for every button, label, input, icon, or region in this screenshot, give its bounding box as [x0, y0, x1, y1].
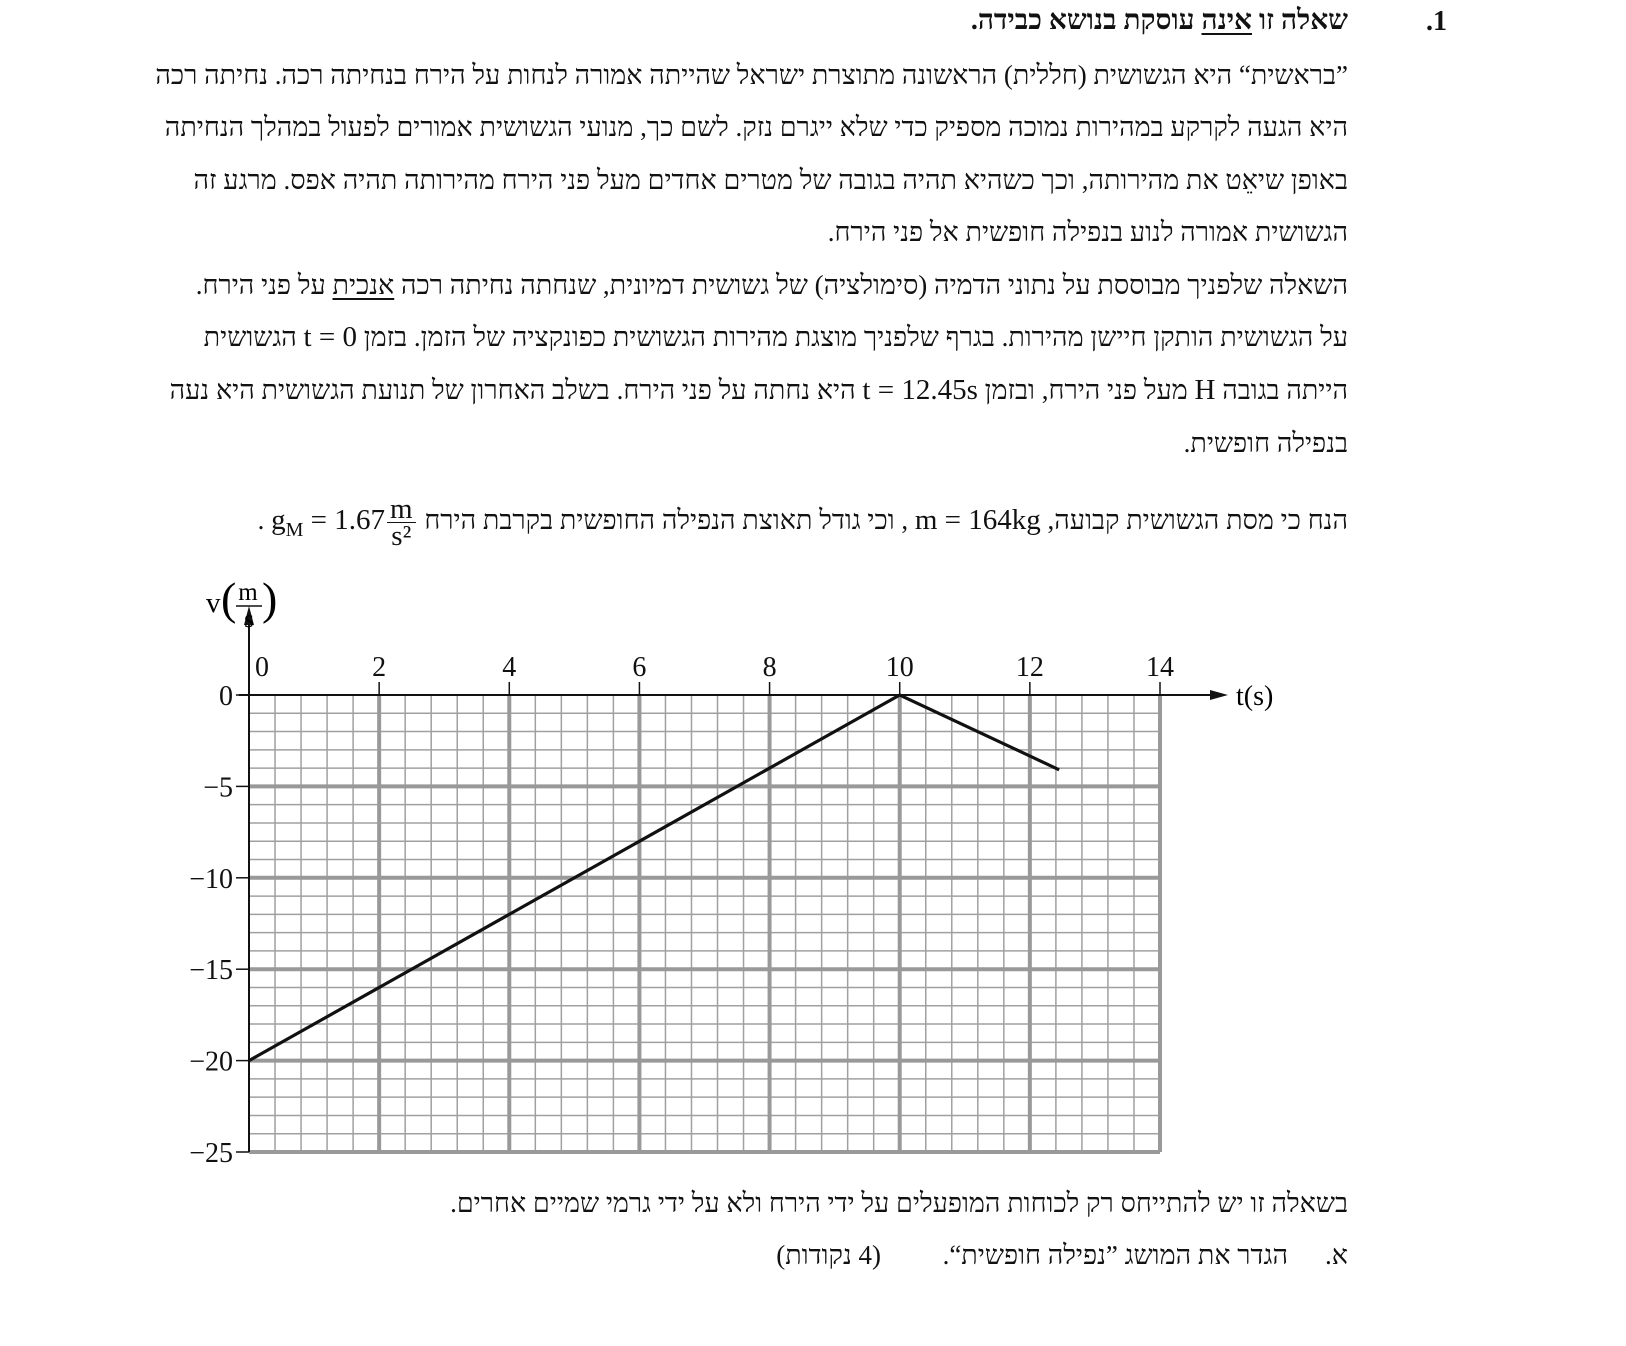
g-unit-den: s² — [391, 520, 412, 552]
text: היא נחתה על פני הירח. בשלב האחרון של תנועת הגשושית היא נעה — [169, 375, 863, 405]
y-axis-label-paren-close: ) — [262, 573, 278, 624]
part-a-points: (4 נקודות) — [776, 1240, 881, 1270]
paragraph-line: ”בראשית“ היא הגשושית (חללית) הראשונה מתוצרת ישראל שהייתה אמורה לנחות על הירח בנחיתה רכה. נחיתה רכה — [155, 60, 1348, 90]
paragraph-line: בנפילה חופשית. — [1183, 428, 1348, 458]
title-underlined: אינה — [1201, 5, 1253, 36]
g-symbol: g — [271, 504, 286, 537]
title-text-end: עוסקת בנושא כבידה. — [970, 5, 1202, 36]
question-number: .1 — [1426, 6, 1447, 37]
y-tick-label: −15 — [189, 955, 233, 987]
grid-major — [249, 695, 1160, 1152]
x-tick-label: 6 — [632, 652, 647, 683]
axis-labels — [206, 573, 1273, 712]
g-subscript: M — [285, 518, 304, 541]
y-axis-label-var: v — [206, 587, 221, 619]
x-tick-label: 12 — [1015, 652, 1044, 683]
text: על הגשושית הותקן חיישן מהירות. בגרף שלפניך מוצגת מהירות הגשושית כפונקציה של הזמן. בזמן — [356, 322, 1348, 352]
y-axis-label-unit-den: s — [244, 606, 254, 633]
x-tick-label: 10 — [885, 652, 914, 683]
x-axis-arrow-icon — [1210, 690, 1228, 700]
x-axis-label: t(s) — [1236, 681, 1274, 712]
text: על פני הירח. — [195, 270, 333, 300]
paragraph-line: באופן שיאֵט את מהירותה, וכך כשהיא תהיה בגובה של מטרים אחדים מעל פני הירח מהירותה תהיה אפס. מרגע זה — [193, 165, 1348, 195]
math-t0: t = 0 — [303, 321, 357, 353]
title-text: שאלה זו — [1252, 5, 1348, 36]
y-axis-label-paren-open: ( — [221, 573, 237, 624]
g-value: = 1.67 — [303, 504, 385, 537]
text: השאלה שלפניך מבוססת על נתוני הדמיה (סימולציה) של גשושית דמיונית, שנחתה נחיתה רכה — [394, 270, 1348, 300]
y-tick-label: −25 — [189, 1138, 233, 1169]
x-tick-label: 0 — [255, 652, 269, 683]
note-line: בשאלה זו יש להתייחס רק לכוחות המופעלים על ידי הירח ולא על ידי גרמי שמיים אחרים. — [450, 1188, 1348, 1218]
part-a-letter: א. — [1325, 1240, 1348, 1270]
text: הגשושית — [203, 322, 304, 352]
math-t-landing: t = 12.45s — [862, 374, 978, 406]
y-tick-label: −20 — [189, 1046, 233, 1078]
y-tick-label: −10 — [189, 863, 233, 895]
x-tick-label: 8 — [762, 652, 777, 683]
text: . — [257, 505, 272, 536]
text: הנח כי מסת הגשושית קבועה, — [1040, 505, 1348, 536]
text: מעל פני הירח, ובזמן — [977, 375, 1195, 405]
text: הייתה בגובה — [1215, 375, 1348, 405]
x-tick-label: 2 — [372, 652, 387, 683]
paragraph-line: היא הגעה לקרקע במהירות נמוכה מספיק כדי שלא ייגרם נזק. לשם כך, מנועי הגשושית אמורים לפעול במהלך הנחיתה — [164, 112, 1348, 142]
underlined-word: אנכית — [332, 270, 395, 300]
math-mass: m = 164kg — [914, 504, 1041, 537]
y-tick-label: −5 — [203, 772, 233, 804]
math-H: H — [1194, 374, 1216, 406]
y-axis-label-unit-num: m — [238, 579, 258, 606]
y-tick-label: 0 — [219, 681, 233, 712]
g-unit-num: m — [387, 496, 416, 523]
x-tick-label: 14 — [1146, 652, 1174, 683]
part-a-text: הגדר את המושג ”נפילה חופשית“. — [942, 1240, 1288, 1270]
text: , וכי גודל תאוצת הנפילה החופשית בקרבת הירח — [417, 505, 915, 536]
ticks — [189, 652, 1174, 1169]
grid-minor — [249, 695, 1160, 1152]
x-tick-label: 4 — [502, 652, 517, 683]
paragraph-line: הגשושית אמורה לנוע בנפילה חופשית אל פני הירח. — [827, 217, 1348, 247]
